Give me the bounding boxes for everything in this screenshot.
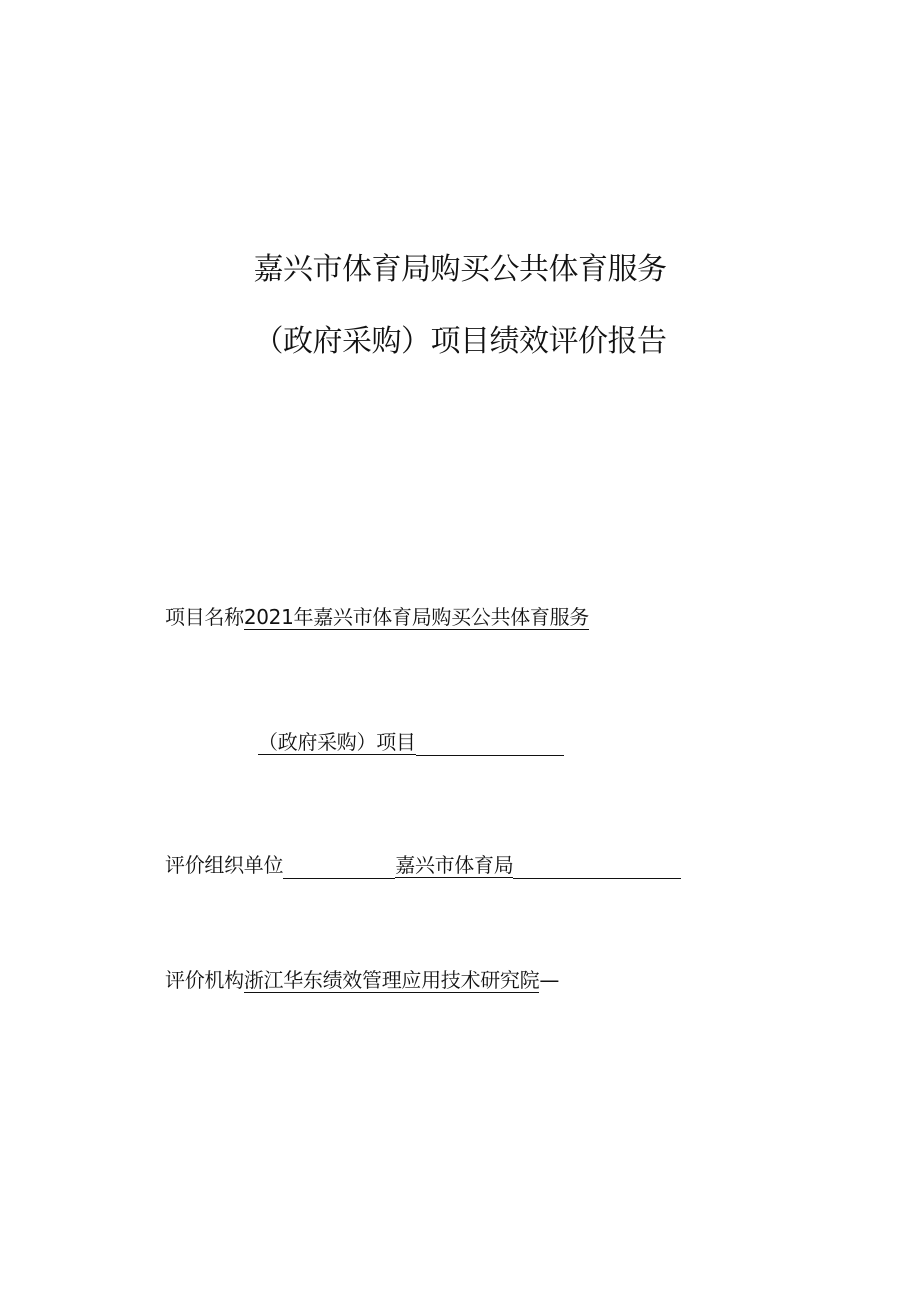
project-name-value-continued: （政府采购）项目	[258, 730, 416, 754]
agency-trailing-dash: —	[539, 968, 560, 992]
report-title-line-2: （政府采购）项目绩效评价报告	[253, 324, 667, 359]
blank-underline	[283, 856, 395, 879]
project-name-value: 2021年嘉兴市体育局购买公共体育服务	[243, 605, 590, 629]
evaluation-org-label: 评价组织单位	[165, 853, 284, 877]
evaluation-agency-value: 浙江华东绩效管理应用技术研究院	[243, 968, 540, 992]
project-name-label: 项目名称	[165, 605, 244, 629]
report-title-line-1: 嘉兴市体育局购买公共体育服务	[253, 252, 667, 287]
evaluation-org-row	[165, 851, 681, 879]
evaluation-org-value: 嘉兴市体育局	[395, 853, 514, 877]
evaluation-agency-label: 评价机构	[165, 968, 244, 992]
evaluation-agency-row	[165, 966, 559, 994]
project-name-row	[165, 603, 589, 631]
blank-underline	[416, 733, 564, 756]
project-name-row-continued	[258, 728, 564, 756]
blank-underline	[513, 856, 681, 879]
